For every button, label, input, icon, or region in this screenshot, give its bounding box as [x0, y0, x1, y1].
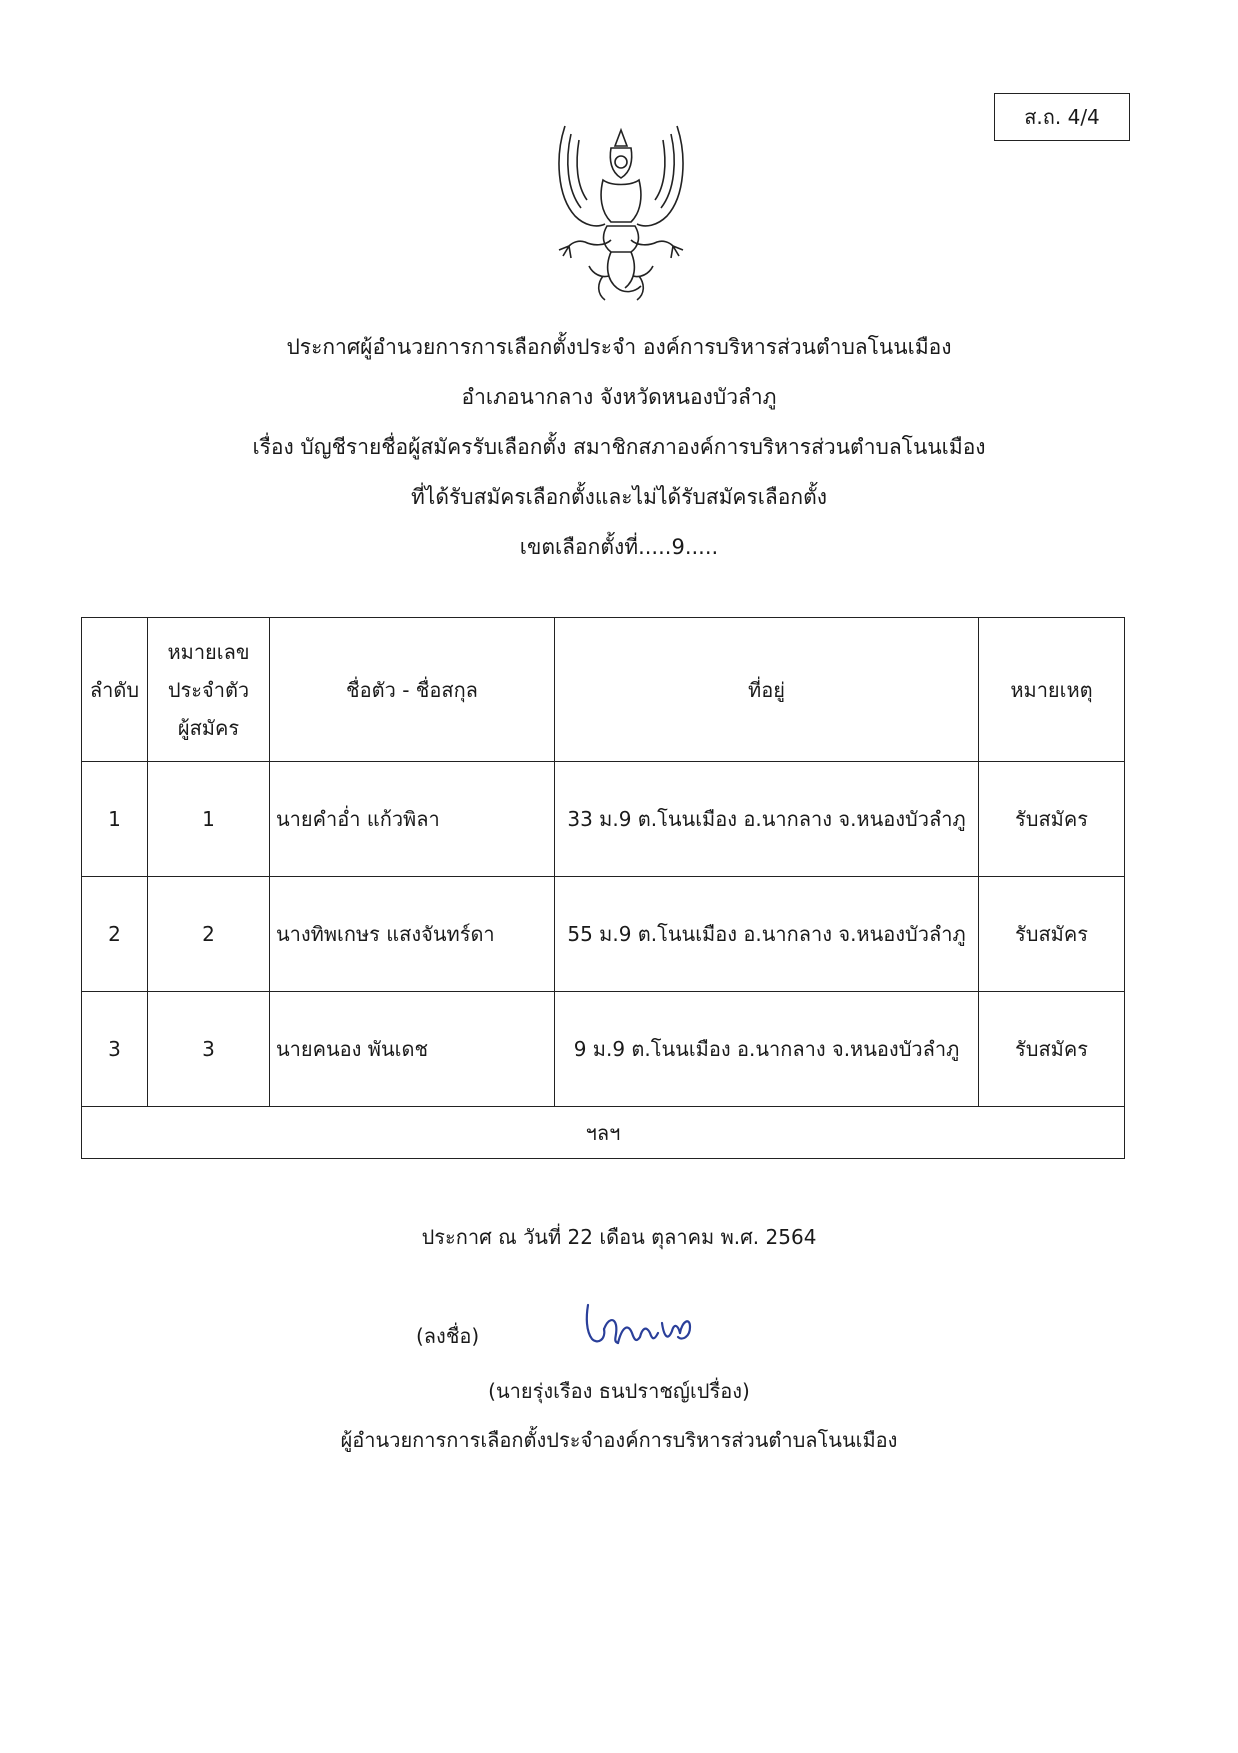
cell-number: 2 [148, 877, 270, 992]
table-footer-etc: ฯลฯ [82, 1107, 1125, 1159]
sign-label: (ลงชื่อ) [416, 1324, 480, 1348]
cell-name: นายคนอง พันเดช [270, 992, 555, 1107]
form-code: ส.ถ. 4/4 [1024, 105, 1100, 129]
header-candidate-number-line1: หมายเลข [167, 639, 250, 664]
garuda-emblem [545, 116, 697, 306]
cell-remark: รับสมัคร [979, 762, 1125, 877]
cell-order: 3 [82, 992, 148, 1107]
signer-title: ผู้อำนวยการการเลือกตั้งประจำองค์การบริหารส่วนตำบลโนนเมือง [340, 1428, 898, 1452]
header-line-3: เรื่อง บัญชีรายชื่อผู้สมัครรับเลือกตั้ง สมาชิกสภาองค์การบริหารส่วนตำบลโนนเมือง [252, 435, 986, 459]
cell-number: 1 [148, 762, 270, 877]
header-candidate-number-line3: ผู้สมัคร [177, 715, 240, 740]
header-line-2: อำเภอนากลาง จังหวัดหนองบัวลำภู [461, 385, 777, 409]
cell-remark: รับสมัคร [979, 877, 1125, 992]
header-remark: หมายเหตุ [979, 618, 1125, 762]
cell-address: 9 ม.9 ต.โนนเมือง อ.นากลาง จ.หนองบัวลำภู [555, 992, 979, 1107]
handwritten-signature [578, 1297, 696, 1351]
header-candidate-number [148, 618, 270, 762]
header-address: ที่อยู่ [555, 618, 979, 762]
cell-number: 3 [148, 992, 270, 1107]
cell-address: 33 ม.9 ต.โนนเมือง อ.นากลาง จ.หนองบัวลำภู [555, 762, 979, 877]
cell-address: 55 ม.9 ต.โนนเมือง อ.นากลาง จ.หนองบัวลำภู [555, 877, 979, 992]
cell-order: 2 [82, 877, 148, 992]
announcement-header [0, 322, 1238, 572]
announce-date: ประกาศ ณ วันที่ 22 เดือน ตุลาคม พ.ศ. 2564 [421, 1225, 817, 1249]
cell-order: 1 [82, 762, 148, 877]
form-code-box [994, 93, 1130, 141]
header-candidate-number-line2: ประจำตัว [167, 677, 250, 702]
header-line-4: ที่ได้รับสมัครเลือกตั้งและไม่ได้รับสมัครเลือกตั้ง [410, 485, 828, 509]
table-row [82, 992, 1125, 1107]
table-footer-row [82, 1107, 1125, 1159]
table-header-row [82, 618, 1125, 762]
header-order: ลำดับ [82, 618, 148, 762]
candidate-table [81, 617, 1125, 1159]
cell-remark: รับสมัคร [979, 992, 1125, 1107]
header-line-1: ประกาศผู้อำนวยการการเลือกตั้งประจำ องค์การบริหารส่วนตำบลโนนเมือง [286, 335, 952, 359]
signer-name: (นายรุ่งเรือง ธนปราชญ์เปรื่อง) [488, 1379, 750, 1403]
cell-name: นายคำอ่ำ แก้วพิลา [270, 762, 555, 877]
header-line-5: เขตเลือกตั้งที่.....9..... [519, 535, 719, 559]
cell-name: นางทิพเกษร แสงจันทร์ดา [270, 877, 555, 992]
table-row [82, 877, 1125, 992]
table-row [82, 762, 1125, 877]
header-name: ชื่อตัว - ชื่อสกุล [270, 618, 555, 762]
